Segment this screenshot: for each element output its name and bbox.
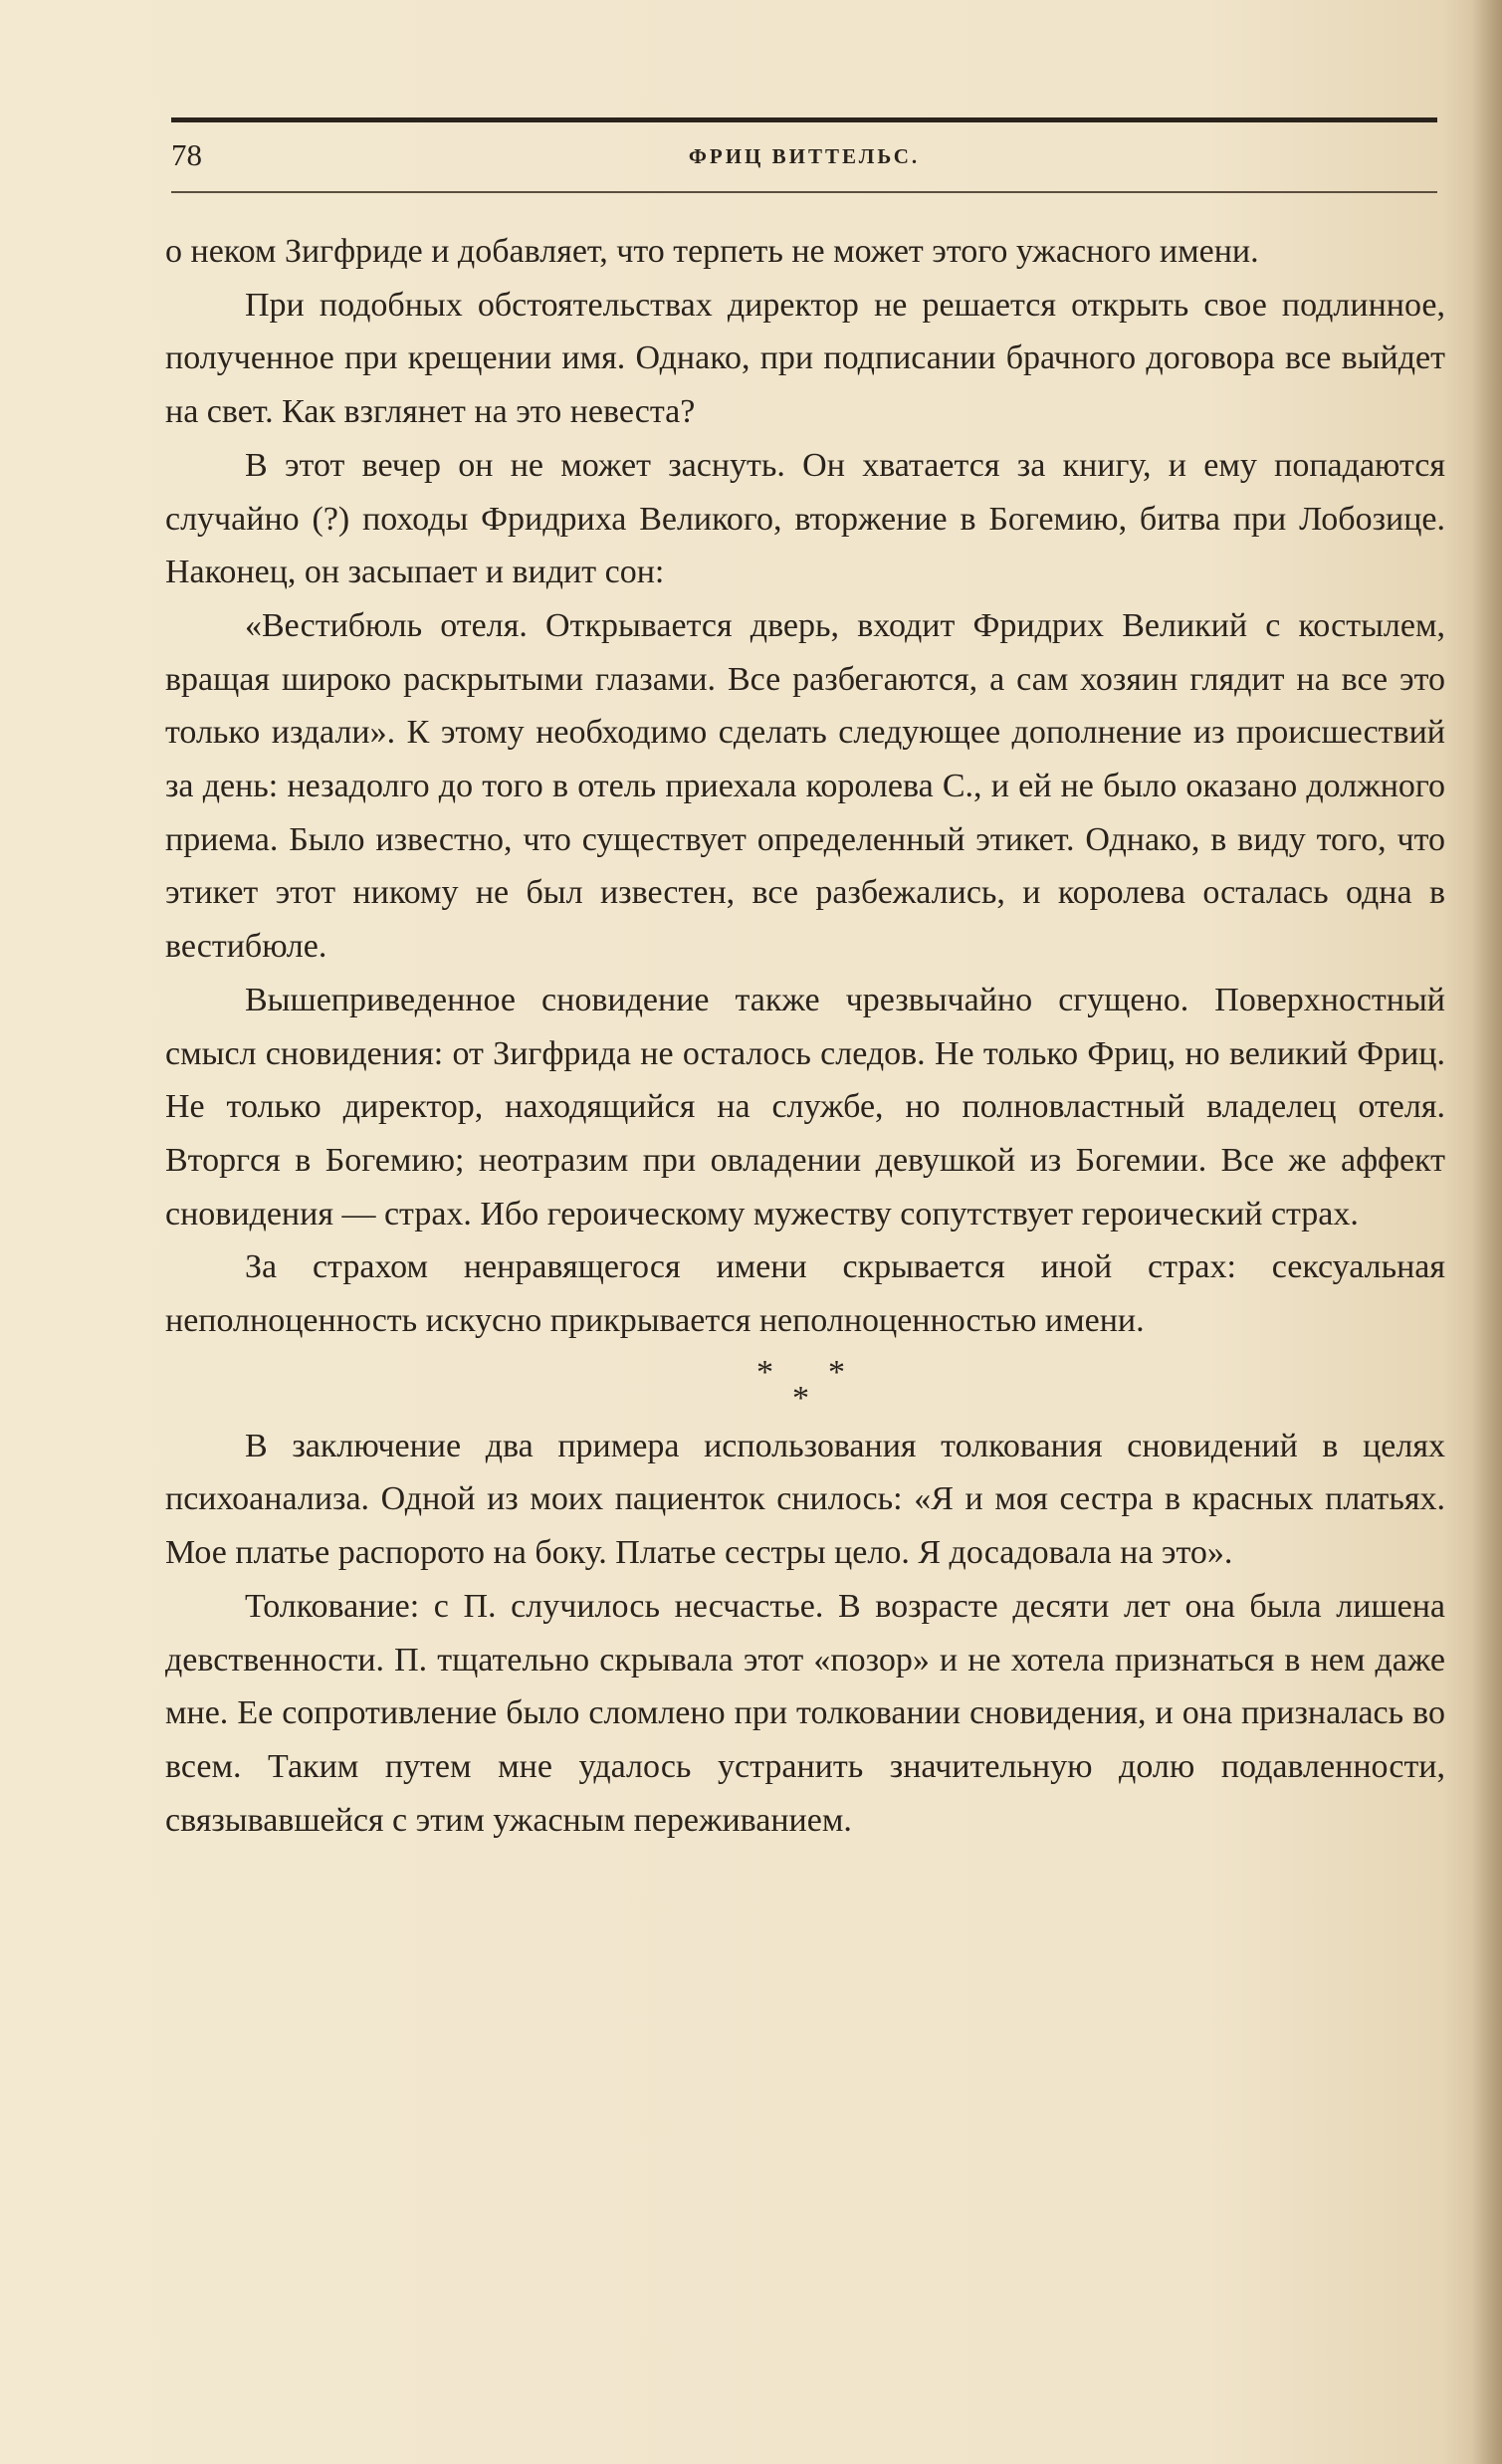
- page-header: [171, 117, 1437, 197]
- page-edge-shadow: [1472, 0, 1502, 2464]
- separator-star: *: [828, 1353, 845, 1391]
- paragraph: За страхом ненравящегося имени скрывается иной страх: сексуальная неполноценность искусно прикрывается неполноценностью имени.: [165, 1248, 1445, 1340]
- separator-star: *: [792, 1379, 809, 1417]
- running-head: ФРИЦ ВИТТЕЛЬС.: [688, 144, 921, 168]
- header-rule-top: [171, 117, 1437, 122]
- paragraph: В этот вечер он не может заснуть. Он хватается за книгу, и ему попадаются случайно (?) походы Фридриха Великого, вторжение в Богемию, битва при Лобозице. Наконец, он засыпает и видит сон:: [165, 446, 1445, 591]
- page-body: [165, 225, 1445, 1847]
- header-rule-bottom: [171, 191, 1437, 193]
- page-number: 78: [171, 137, 202, 172]
- paragraph: «Вестибюль отеля. Открывается дверь, входит Фридрих Великий с костылем, вращая широко раскрытыми глазами. Все разбегаются, а сам хозяин глядит на все это только издали». К этому необходимо сделать следующее дополнение из происшествий за день: незадолго до того в отель приехала королева С., и ей не было оказано должного приема. Было известно, что существует определенный этикет. Однако, в виду того, что этикет этот никому не был известен, все разбежались, и королева осталась одна в вестибюле.: [165, 606, 1445, 966]
- paragraph: о неком Зигфриде и добавляет, что терпеть не может этого ужасного имени.: [165, 233, 1259, 270]
- paragraph: Вышеприведенное сновидение также чрезвычайно сгущено. Поверхностный смысл сновидения: от Зигфрида не осталось следов. Не только Фриц, но великий Фриц. Не только директор, находящийся на службе, но полновластный владелец отеля. Вторгся в Богемию; неотразим при овладении девушкой из Богемии. Все же аффект сновидения — страх. Ибо героическому мужеству сопутствует героический страх.: [165, 981, 1445, 1232]
- section-separator: [165, 1348, 1445, 1420]
- paragraph: При подобных обстоятельствах директор не решается открыть свое подлинное, полученное при крещении имя. Однако, при подписании брачного договора все выйдет на свет. Как взглянет на это невеста?: [165, 286, 1445, 431]
- paragraph: Толкование: с П. случилось несчастье. В возрасте десяти лет она была лишена девственности. П. тщательно скрывала этот «позор» и не хотела признаться в нем даже мне. Ее сопротивление было сломлено при толковании сновидения, и она призналась во всем. Таким путем мне удалось устранить значительную долю подавленности, связывавшейся с этим ужасным переживанием.: [165, 1587, 1445, 1839]
- paragraph: В заключение два примера использования толкования сновидений в целях психоанализа. Одной из моих пациенток снилось: «Я и моя сестра в красных платьях. Мое платье распорото на боку. Платье сестры цело. Я досадовала на это».: [165, 1427, 1445, 1572]
- separator-star: *: [756, 1353, 773, 1391]
